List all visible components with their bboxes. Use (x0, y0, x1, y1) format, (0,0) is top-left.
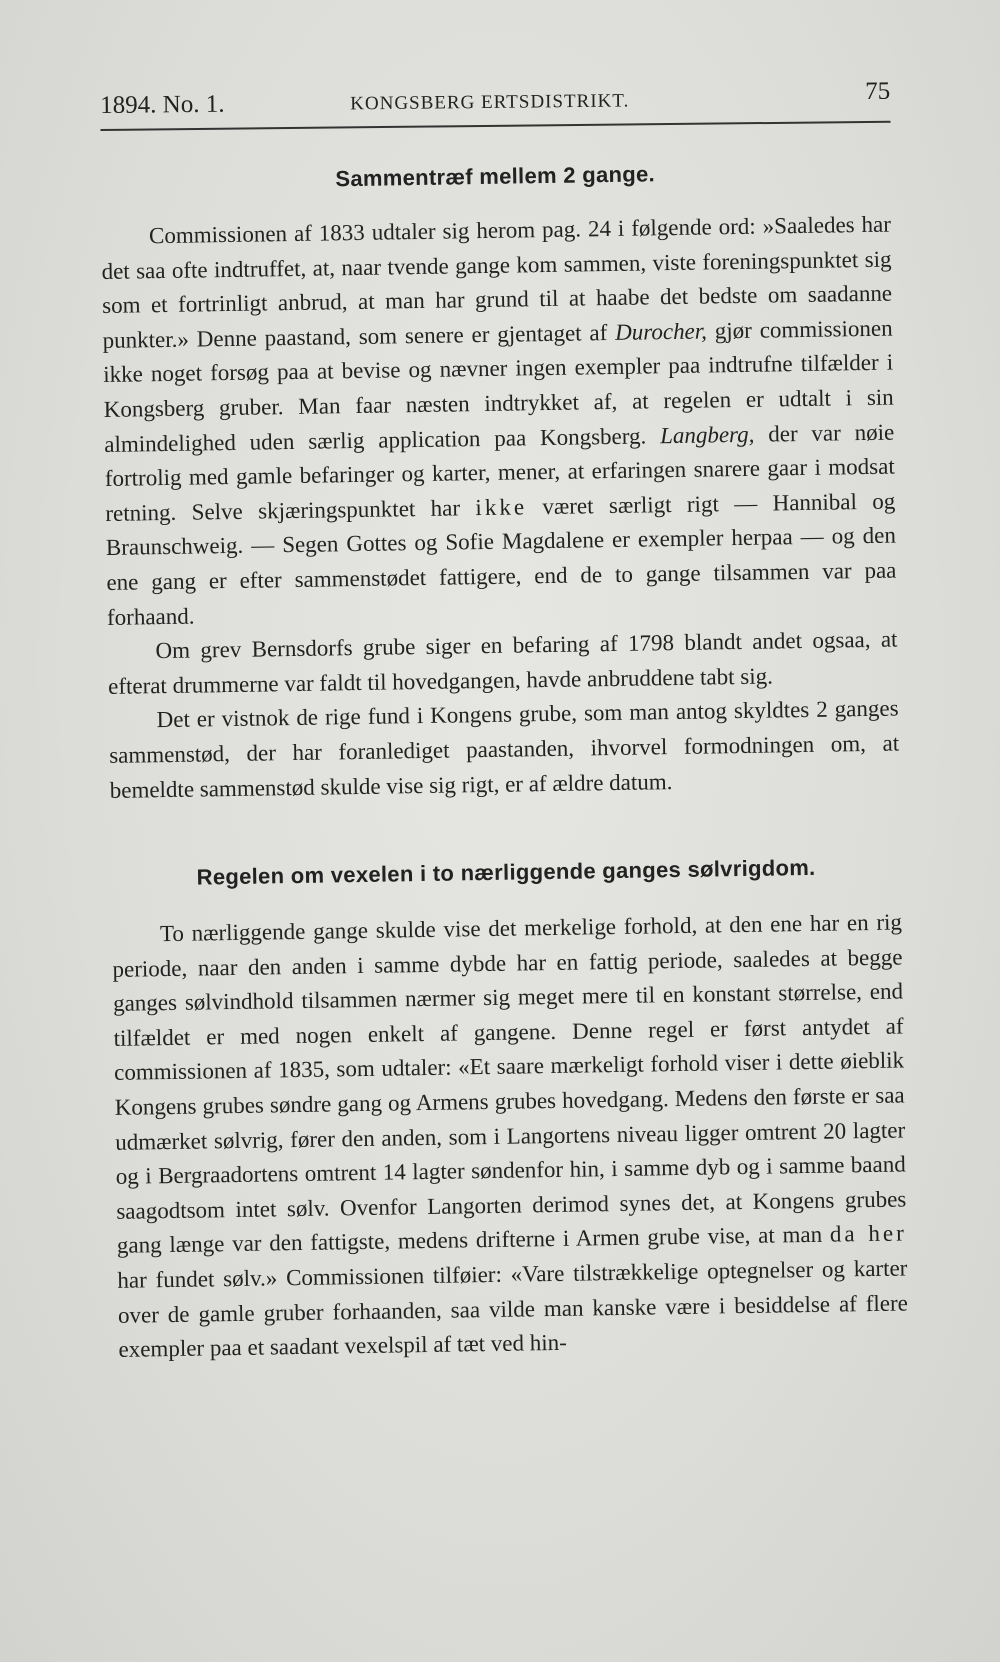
author-langberg: Langberg, (659, 421, 755, 448)
section-heading-1: Sammentræf mellem 2 gange. (335, 161, 656, 192)
paragraph-4-text-a: To nærliggende gange skulde vise det merkelige forhold, at den ene har en rig periode, naar den anden i samme dybde har en fattig periode, saaledes at begge ganges sølvindhold tilsammen nærmer sig meget mere til en konstant størrelse, end tilfældet er med nogen enkelt af gangene. Denne regel er først antydet af commissionen af 1835, som udtaler: «Et saare mærkeligt forhold viser i dette øieblik Kongens grubes søndre gang og Armens grubes hovedgang. Medens den første er saa udmærket sølvrig, fører den anden, som i Langortens niveau ligger omtrent 20 lagter og i Bergraadortens omtrent 14 lagter søndenfor hin, i samme dyb og i samme baand saagodtsom intet sølv. Ovenfor Langorten derimod synes det, at Kongens grubes gang længe var den fattigste, medens drifterne i Armen grube vise, at man (112, 909, 907, 1259)
paragraph-1 (101, 208, 897, 635)
page-number: 75 (864, 77, 891, 105)
paragraph-2: Om grev Bernsdorfs grube siger en befaring af 1798 blandt andet ogsaa, at efterat drummerne var faldt til hovedgangen, havde anbruddene tabt sig. (107, 626, 898, 699)
header-year-number: 1894. No. 1. (100, 90, 225, 119)
page-body (100, 158, 909, 1368)
section-heading-2: Regelen om vexelen i to nærliggende ganges sølvrigdom. (196, 854, 816, 890)
author-durocher: Durocher, (614, 318, 708, 345)
paragraph-1-text-b: gjør commissionen ikke noget forsøg paa at bevise og nævner ingen exempler paa indtrufne tilfælder i Kongsberg gruber. Man faar næsten indtrykket af, at regelen er udtalt i sin almindelighed uden særlig application paa Kongsberg. (103, 315, 894, 457)
running-header (100, 76, 890, 124)
header-title: KONGSBERG ERTSDISTRIKT. (350, 90, 630, 115)
paragraph-3: Det er vistnok de rige fund i Kongens grube, som man antog skyldtes 2 ganges sammenstød, der har foranlediget paastanden, ihvorvel formodningen om, at bemeldte sammenstød skulde vise sig rigt, er af ældre datum. (108, 695, 900, 803)
paragraph-4 (112, 906, 909, 1368)
paragraph-1-text-c: der var nøie fortrolig med gamle befaringer og karter, mener, at erfaringen snarere gaar i modsat retning. Selve skjæringspunktet har (104, 419, 895, 526)
paragraph-1-text-d: været særligt rigt — Hannibal og Braunschweig. — Segen Gottes og Sofie Magdalene er exempler herpaa — og den ene gang er efter sammenstødet fattigere, end de to gange tilsammen var paa forhaand. (105, 488, 897, 630)
emphasis-da-her: da her (829, 1220, 907, 1248)
header-rule (100, 121, 890, 131)
emphasis-ikke: ikke (475, 494, 528, 520)
paragraph-1-text-a: Commissionen af 1833 udtaler sig herom pag. 24 i følgende ord: »Saaledes har det saa ofte indtruffet, at, naar tvende gange kom sammen, viste foreningspunktet sig som et fortrinligt anbrud, at man har grund til at haabe det bedste om saadanne punkter.» Denne paastand, som senere er gjentaget af (101, 211, 893, 353)
paragraph-4-text-b: har fundet sølv.» Commissionen tilføier: «Vare tilstrækkelige optegnelser og karter over de gamle gruber forhaanden, saa vilde man kanske være i besiddelse af flere exempler paa et saadant vexelspil af tæt ved hin- (117, 1255, 909, 1363)
